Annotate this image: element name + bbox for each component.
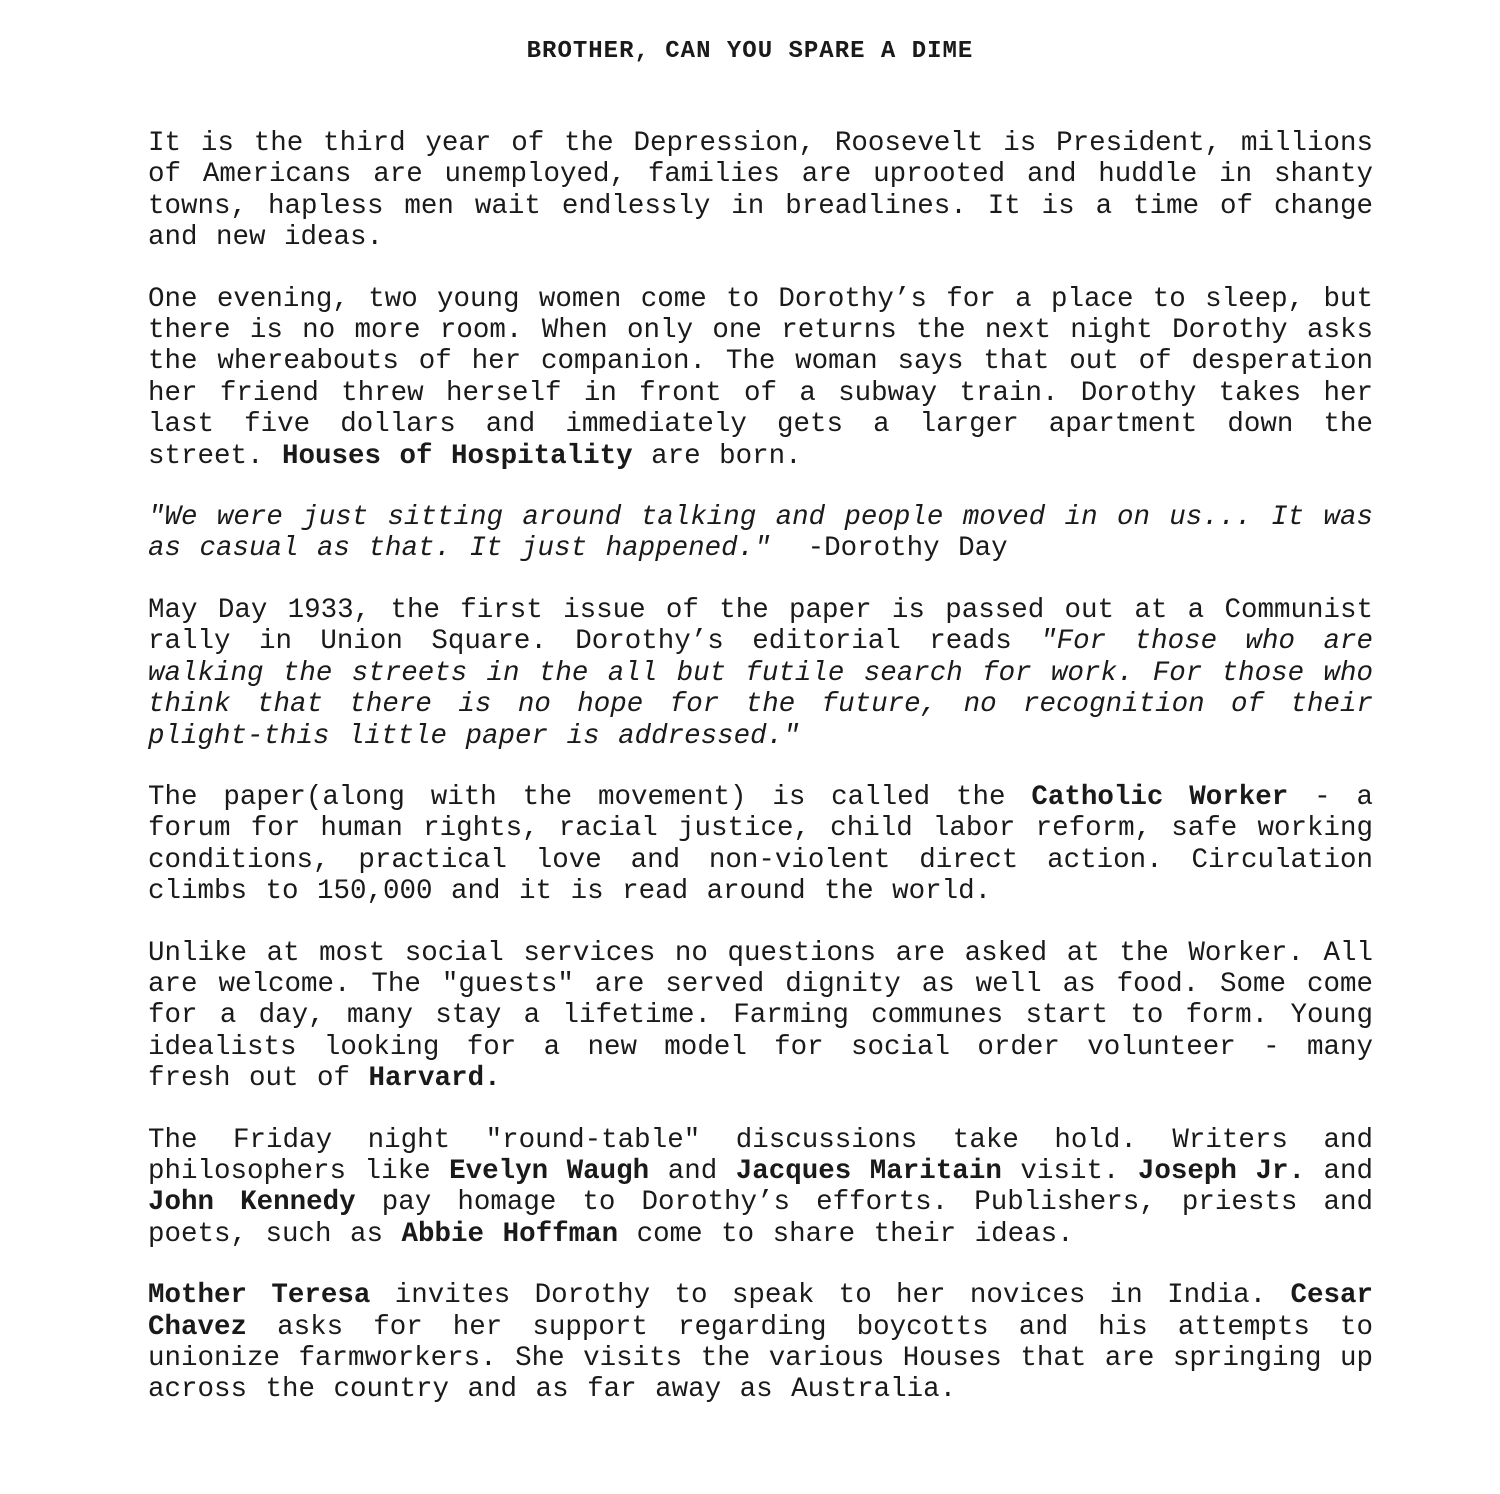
quote-dorothy-day — [148, 502, 1373, 565]
paragraph-text: The paper(along with the movement) is called the — [148, 781, 1032, 813]
paragraph-mother-teresa — [148, 1280, 1373, 1406]
document-body — [148, 128, 1373, 1436]
bold-name-mother-teresa: Mother Teresa — [148, 1280, 371, 1312]
quote-attribution: -Dorothy Day — [807, 533, 1008, 565]
paragraph-text: come to share their ideas. — [618, 1218, 1074, 1250]
bold-term-catholic-worker: Catholic Worker — [1031, 781, 1289, 813]
bold-term-houses-of-hospitality: Houses of Hospitality — [282, 440, 633, 472]
paragraph-text: Unlike at most social services no questions are asked at the Worker. All are welcome. The "guests" are served dignity as well as food. Some come for a day, many stay a lifetime. Farming communes start to form. Young idealists looking for a new model for social order volunteer - many fresh out of — [148, 937, 1373, 1095]
paragraph-may-day — [148, 595, 1373, 752]
paragraph-worker-guests — [148, 938, 1373, 1095]
paragraph-text: One evening, two young women come to Dorothy’s for a place to sleep, but there is no more room. When only one returns the next night Dorothy asks the whereabouts of her companion. The woman says that out of desperation her friend threw herself in front of a subway train. Dorothy takes her last five dollars and immediately gets a larger apartment down the street. — [148, 283, 1373, 472]
paragraph-text: invites Dorothy to speak to her novices in India. — [370, 1280, 1291, 1312]
bold-name-jacques-maritain: Jacques Maritain — [735, 1155, 1002, 1187]
paragraph-text: visit. — [1001, 1155, 1138, 1187]
paragraph-round-table — [148, 1125, 1373, 1251]
paragraph-text: are born. — [632, 440, 802, 472]
paragraph-text: The Friday night "round-table" discussions take hold. Writers and philosophers like — [148, 1124, 1373, 1187]
bold-term-harvard: Harvard. — [368, 1063, 501, 1095]
bold-name-joseph-jr: Joseph Jr. — [1137, 1155, 1305, 1187]
bold-name-cesar-chavez: Cesar Chavez — [148, 1280, 1373, 1343]
quote-text: "We were just sitting around talking and people moved in on us... It was as casual as that. It just happened." — [148, 502, 1373, 565]
paragraph-text: - a forum for human rights, racial justice, child labor reform, safe working conditions, practical love and non-violent direct action. Circulation climbs to 150,000 and it is read around the world. — [148, 781, 1373, 908]
document-title: BROTHER, CAN YOU SPARE A DIME — [526, 38, 974, 65]
bold-name-abbie-hoffman: Abbie Hoffman — [401, 1218, 619, 1250]
paragraph-catholic-worker — [148, 782, 1373, 908]
paragraph-depression — [148, 128, 1373, 254]
bold-name-john-kennedy: John Kennedy — [148, 1187, 356, 1219]
bold-name-evelyn-waugh: Evelyn Waugh — [449, 1155, 650, 1187]
paragraph-text: and — [649, 1155, 736, 1187]
editorial-quote: "For those who are walking the streets in the all but futile search for work. For those who think that there is no hope for the future, no recognition of their plight-this little paper is addressed." — [148, 626, 1373, 752]
paragraph-text: pay homage to Dorothy’s efforts. Publishers, priests and poets, such as — [148, 1187, 1373, 1250]
paragraph-houses-of-hospitality — [148, 284, 1373, 472]
paragraph-text: and — [1304, 1155, 1374, 1187]
paragraph-text: It is the third year of the Depression, Roosevelt is President, millions of Americans are unemployed, families are uprooted and huddle in shanty towns, hapless men wait endlessly in breadlines. It is a time of change and new ideas. — [148, 128, 1373, 254]
paragraph-text: asks for her support regarding boycotts and his attempts to unionize farmworkers. She visits the various Houses that are springing up across the country and as far away as Australia. — [148, 1311, 1373, 1406]
paragraph-text: May Day 1933, the first issue of the paper is passed out at a Communist rally in Union Square. Dorothy’s editorial reads — [148, 594, 1373, 658]
